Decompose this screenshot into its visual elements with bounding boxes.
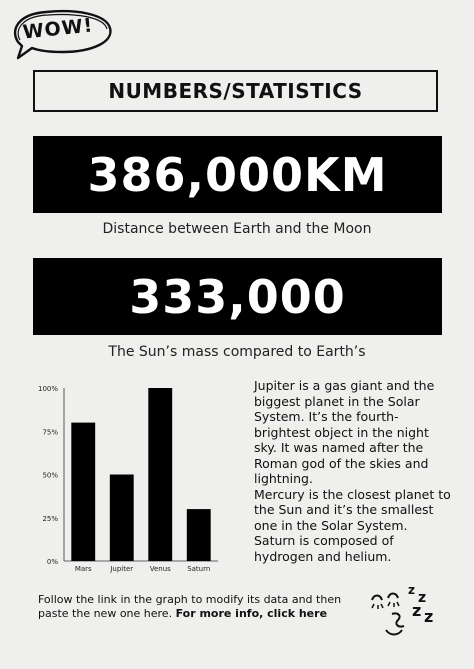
wow-label: WOW! xyxy=(21,14,95,44)
sleeping-face-icon xyxy=(368,572,440,642)
y-tick-label: 75% xyxy=(42,428,58,437)
y-tick-label: 25% xyxy=(42,514,58,523)
stat-bar-mass xyxy=(33,258,442,335)
svg-text:z: z xyxy=(418,590,427,606)
svg-text:z: z xyxy=(424,607,434,626)
paragraph-saturn: Saturn is composed of hydrogen and helium. xyxy=(254,533,394,564)
wow-badge xyxy=(6,6,116,62)
stat-caption: Distance between Earth and the Moon xyxy=(102,221,372,237)
x-tick-label: Venus xyxy=(149,565,171,573)
y-tick-label: 0% xyxy=(46,558,58,566)
more-info-link[interactable]: For more info, click here xyxy=(175,607,328,620)
stat-bar-distance xyxy=(33,136,442,213)
planet-description xyxy=(254,378,454,564)
bar-jupiter xyxy=(110,475,134,562)
bar-chart[interactable] xyxy=(28,378,228,578)
bar-mars xyxy=(71,423,95,561)
footer-note xyxy=(38,593,368,621)
footer-text: Follow the link in the graph to modify its data and then paste the new one here. xyxy=(38,593,342,620)
stat-value: 386,000KM xyxy=(87,147,388,202)
stat-value: 333,000 xyxy=(129,269,346,324)
bar-chart-svg xyxy=(28,378,228,578)
paragraph-mercury: Mercury is the closest planet to the Sun and it’s the smallest one in the Solar System. xyxy=(254,486,451,533)
y-tick-label: 50% xyxy=(42,471,58,480)
stat-caption: The Sun’s mass compared to Earth’s xyxy=(108,344,366,360)
bar-venus xyxy=(148,388,172,561)
paragraph-jupiter: Jupiter is a gas giant and the biggest planet in the Solar System. It’s the fourth-brightest object in the night sky. It was named after the Roman god of the skies and lightning. xyxy=(254,378,435,486)
x-tick-label: Jupiter xyxy=(110,565,134,573)
x-tick-label: Saturn xyxy=(187,565,211,573)
x-tick-label: Mars xyxy=(74,565,92,573)
svg-text:z: z xyxy=(408,583,415,597)
bar-saturn xyxy=(187,509,211,561)
page-title: NUMBERS/STATISTICS xyxy=(108,79,363,103)
svg-text:z: z xyxy=(412,601,422,620)
y-tick-label: 100% xyxy=(37,385,58,393)
heading-box xyxy=(33,70,438,112)
